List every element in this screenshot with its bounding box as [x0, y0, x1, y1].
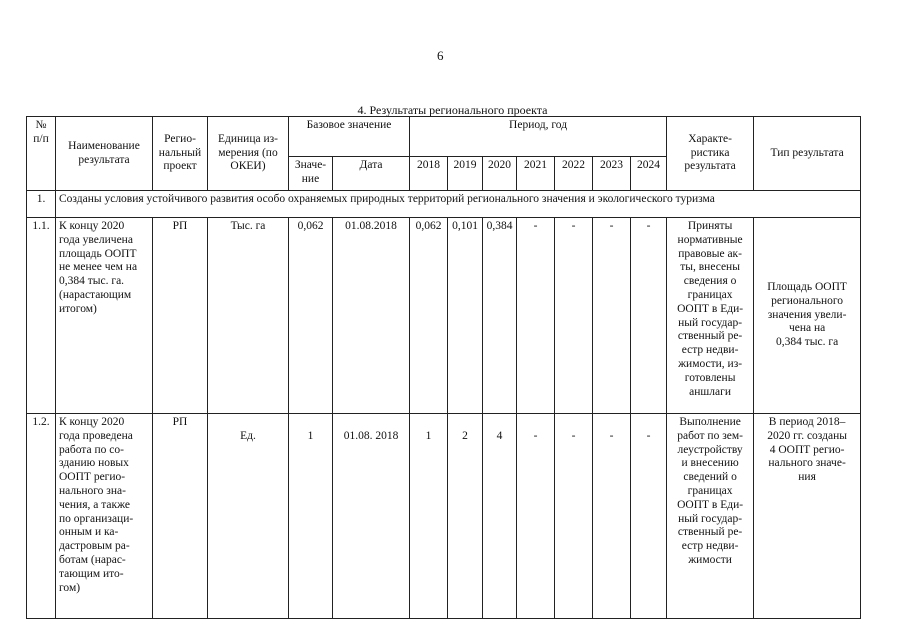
row-project: РП	[153, 414, 208, 619]
table-row	[27, 414, 861, 619]
row-unit: Тыс. га	[208, 218, 289, 414]
header-year: 2024	[631, 157, 667, 191]
row-name: К концу 2020 года увеличена площадь ООПТ не менее чем на 0,384 тыс. га. (нарастающим итогом)	[56, 218, 153, 414]
row-unit: Ед.	[208, 414, 289, 619]
row-year-value: -	[517, 218, 555, 414]
row-year-value: -	[593, 218, 631, 414]
header-base-value: Значе- ние	[289, 157, 333, 191]
row-num: 1.1.	[27, 218, 56, 414]
header-year: 2022	[555, 157, 593, 191]
row-project: РП	[153, 218, 208, 414]
row-year-value: -	[555, 218, 593, 414]
header-unit: Единица из- мерения (по ОКЕИ)	[208, 117, 289, 191]
header-year: 2020	[483, 157, 517, 191]
row-num: 1.2.	[27, 414, 56, 619]
header-type: Тип результата	[754, 117, 861, 191]
row-base-date: 01.08.2018	[333, 218, 410, 414]
row-characteristic: Выполнение работ по зем- леустройству и внесению сведений о границах ООПТ в Еди- ный государ- ственный ре- естр недви- жимости	[667, 414, 754, 619]
header-year: 2021	[517, 157, 555, 191]
header-base-date: Дата	[333, 157, 410, 191]
header-name: Наименование результата	[56, 117, 153, 191]
row-year-value: -	[517, 414, 555, 619]
header-year: 2019	[448, 157, 483, 191]
row-year-value: 2	[448, 414, 483, 619]
table-title: 4. Результаты регионального проекта	[357, 103, 548, 117]
row-year-value: 0,101	[448, 218, 483, 414]
section-title: Созданы условия устойчивого развития особо охраняемых природных территорий регионального значения и экологического туризма	[56, 191, 861, 218]
header-num: № п/п	[27, 117, 56, 191]
page-number: 6	[437, 48, 444, 63]
row-characteristic: Приняты нормативные правовые ак- ты, внесены сведения о границах ООПТ в Еди- ный государ- ственный ре- естр недви- жимости, из- готовлены аншлаги	[667, 218, 754, 414]
section-row	[27, 191, 861, 218]
header-base: Базовое значение	[289, 117, 410, 157]
row-base-date: 01.08. 2018	[333, 414, 410, 619]
header-year: 2018	[410, 157, 448, 191]
row-year-value: 4	[483, 414, 517, 619]
row-type: В период 2018– 2020 гг. созданы 4 ООПТ регио- нального значе- ния	[754, 414, 861, 619]
row-base-value: 1	[289, 414, 333, 619]
table-row	[27, 218, 861, 414]
row-year-value: 0,062	[410, 218, 448, 414]
header-period: Период, год	[410, 117, 667, 157]
row-year-value: -	[631, 218, 667, 414]
row-year-value: 1	[410, 414, 448, 619]
row-base-value: 0,062	[289, 218, 333, 414]
row-year-value: -	[631, 414, 667, 619]
header-row-1	[27, 117, 861, 157]
row-year-value: -	[593, 414, 631, 619]
row-type: Площадь ООПТ регионального значения увели- чена на 0,384 тыс. га	[754, 218, 861, 414]
row-year-value: -	[555, 414, 593, 619]
header-year: 2023	[593, 157, 631, 191]
results-table	[26, 116, 861, 619]
row-name: К концу 2020 года проведена работа по со- зданию новых ООПТ регио- нального зна- чения, а также по организаци- онным и ка- дастровым ра- ботам (нарас- тающим ито- гом)	[56, 414, 153, 619]
header-characteristic: Характе- ристика результата	[667, 117, 754, 191]
row-year-value: 0,384	[483, 218, 517, 414]
section-num: 1.	[27, 191, 56, 218]
header-project: Регио- нальный проект	[153, 117, 208, 191]
